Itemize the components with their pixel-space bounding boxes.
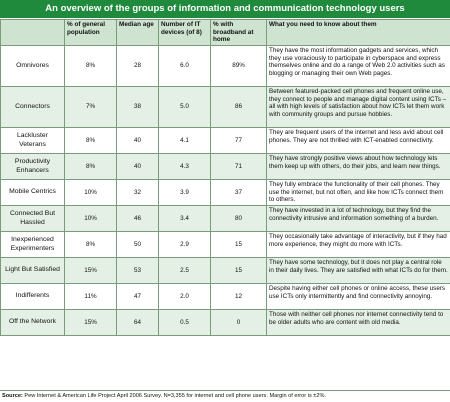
header-row	[1, 20, 450, 46]
description: They have strongly positive views about how technology lets them keep up with others, do their jobs, and learn new things.	[267, 154, 450, 180]
description: They fully embrace the functionality of their cell phones. They use the internet, but not often, and like how ICTs connect them to others.	[267, 180, 450, 206]
description: They have invested in a lot of technology, but they find the connectivity intrusive and information something of a burden.	[267, 206, 450, 232]
broadband: 15	[211, 232, 267, 258]
devices: 2.9	[159, 232, 211, 258]
table-row	[1, 258, 450, 284]
header-broadband: % with broadband at home	[211, 20, 267, 46]
broadband: 71	[211, 154, 267, 180]
devices: 2.5	[159, 258, 211, 284]
header-devices: Number of IT devices (of 8)	[159, 20, 211, 46]
header-group	[1, 20, 65, 46]
description: They have some technology, but it does not play a central role in their daily lives. They are satisfied with what ICTs do for them.	[267, 258, 450, 284]
devices: 6.0	[159, 46, 211, 87]
header-median-age: Median age	[117, 20, 159, 46]
devices: 2.0	[159, 284, 211, 310]
table-row	[1, 232, 450, 258]
table-row	[1, 310, 450, 336]
description: They occasionally take advantage of interactivity, but if they had more experience, they might do more with ICTs.	[267, 232, 450, 258]
pct-population: 8%	[65, 46, 117, 87]
broadband: 77	[211, 128, 267, 154]
group-name: Omnivores	[1, 46, 65, 87]
description: Those with neither cell phones nor internet connectivity tend to be older adults who are content with old media.	[267, 310, 450, 336]
pct-population: 8%	[65, 128, 117, 154]
devices: 3.9	[159, 180, 211, 206]
pct-population: 15%	[65, 258, 117, 284]
median-age: 38	[117, 87, 159, 128]
broadband: 37	[211, 180, 267, 206]
source-note	[0, 390, 450, 402]
table-row	[1, 128, 450, 154]
pct-population: 7%	[65, 87, 117, 128]
median-age: 28	[117, 46, 159, 87]
header-pct-population: % of general population	[65, 20, 117, 46]
group-name: Lackluster Veterans	[1, 128, 65, 154]
table-row	[1, 46, 450, 87]
data-table	[0, 19, 450, 336]
devices: 0.5	[159, 310, 211, 336]
broadband: 0	[211, 310, 267, 336]
median-age: 53	[117, 258, 159, 284]
group-name: Connectors	[1, 87, 65, 128]
group-name: Connected But Hassled	[1, 206, 65, 232]
group-name: Mobile Centrics	[1, 180, 65, 206]
description: They are frequent users of the internet and less avid about cell phones. They are not thrilled with ICT-enabled connectivity.	[267, 128, 450, 154]
devices: 4.1	[159, 128, 211, 154]
table-row	[1, 154, 450, 180]
group-name: Light But Satisfied	[1, 258, 65, 284]
group-name: Productivity Enhancers	[1, 154, 65, 180]
pct-population: 8%	[65, 232, 117, 258]
devices: 5.0	[159, 87, 211, 128]
pct-population: 11%	[65, 284, 117, 310]
group-name: Off the Network	[1, 310, 65, 336]
description: Between featured-packed cell phones and frequent online use, they connect to people and manage digital content using ICTs – all with high levels of satisfaction about how ICTs let them work with community groups and pursue hobbies.	[267, 87, 450, 128]
table-title: An overview of the groups of information and communication technology users	[0, 0, 450, 19]
median-age: 32	[117, 180, 159, 206]
broadband: 12	[211, 284, 267, 310]
table-row	[1, 87, 450, 128]
broadband: 80	[211, 206, 267, 232]
pct-population: 8%	[65, 154, 117, 180]
median-age: 40	[117, 154, 159, 180]
group-name: Indifferents	[1, 284, 65, 310]
pct-population: 10%	[65, 180, 117, 206]
table-row	[1, 284, 450, 310]
table-row	[1, 180, 450, 206]
broadband: 86	[211, 87, 267, 128]
median-age: 50	[117, 232, 159, 258]
broadband: 89%	[211, 46, 267, 87]
median-age: 46	[117, 206, 159, 232]
devices: 3.4	[159, 206, 211, 232]
median-age: 40	[117, 128, 159, 154]
median-age: 47	[117, 284, 159, 310]
description: They have the most information gadgets and services, which they use voraciously to participate in cyberspace and express themselves online and do a range of Web 2.0 activities such as blogging or managing their own Web pages.	[267, 46, 450, 87]
group-name: Inexperienced Experimenters	[1, 232, 65, 258]
description: Despite having either cell phones or online access, these users use ICTs only intermittently and find connectivity annoying.	[267, 284, 450, 310]
pct-population: 15%	[65, 310, 117, 336]
header-description: What you need to know about them	[267, 20, 450, 46]
broadband: 15	[211, 258, 267, 284]
devices: 4.3	[159, 154, 211, 180]
source-text: Pew Internet & American Life Project April 2006 Survey. N=3,355 for internet and cell phone users. Margin of error is ±2%.	[24, 393, 326, 399]
median-age: 64	[117, 310, 159, 336]
source-label: Source:	[2, 393, 23, 399]
table-row	[1, 206, 450, 232]
pct-population: 10%	[65, 206, 117, 232]
